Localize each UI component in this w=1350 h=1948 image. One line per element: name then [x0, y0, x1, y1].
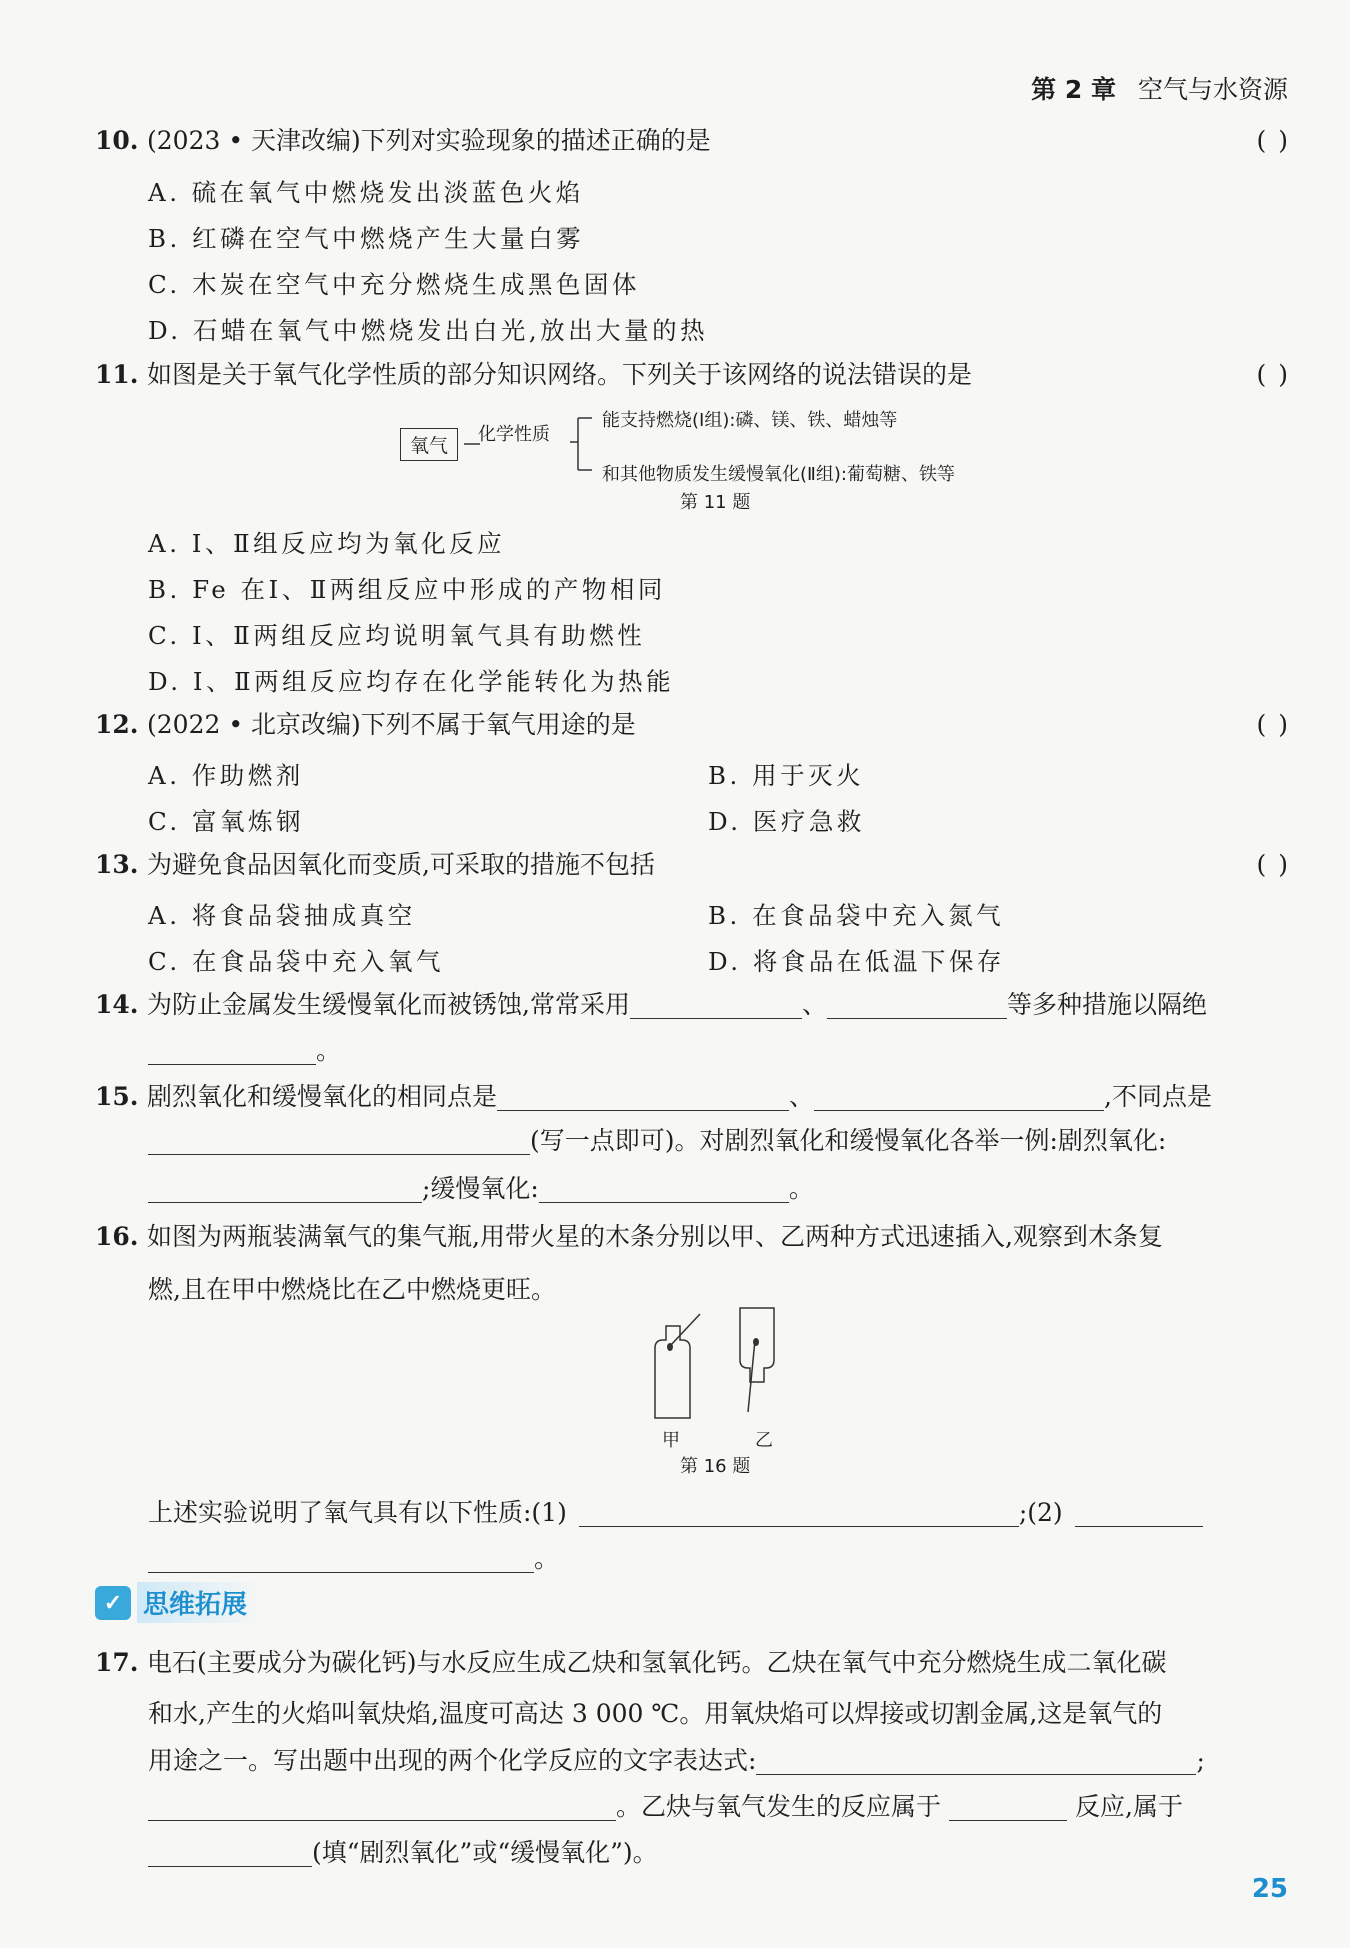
- section-header: [95, 1582, 265, 1623]
- question-10: [95, 118, 1290, 164]
- q15-blank-1[interactable]: [497, 1076, 789, 1111]
- q17-blank-2[interactable]: [148, 1786, 616, 1821]
- chemical-property-label: 化学性质: [478, 424, 550, 445]
- q15-text-2: 、: [789, 1082, 815, 1111]
- q15-blank-5[interactable]: [539, 1168, 789, 1203]
- question-number: 12.: [95, 710, 139, 739]
- question-13: [95, 842, 1290, 888]
- q13-option-d: D. 将食品在低温下保存: [708, 947, 1005, 976]
- q14-line-2: [148, 1030, 341, 1067]
- q14-text-1: 为防止金属发生缓慢氧化而被锈蚀,常常采用: [147, 990, 630, 1019]
- chapter-title: 空气与水资源: [1137, 75, 1288, 104]
- q15-text-3: ,不同点是: [1104, 1082, 1212, 1111]
- question-17: [95, 1640, 1290, 1686]
- bottle-label-yi: 乙: [755, 1430, 773, 1451]
- q16-text-2: 燃,且在甲中燃烧比在乙中燃烧更旺。: [148, 1275, 556, 1304]
- chapter-number: 第 2 章: [1031, 75, 1116, 104]
- q12-option-c: C. 富氧炼钢: [148, 807, 304, 836]
- q17-text-2: 和水,产生的火焰叫氧炔焰,温度可高达 3 000 ℃。用氧炔焰可以焊接或切割金属,这是氧气的: [148, 1699, 1163, 1728]
- q14-text-2: 、: [801, 990, 827, 1019]
- question-number: 14.: [95, 990, 139, 1019]
- question-number: 16.: [95, 1222, 139, 1251]
- q16-text-3: 上述实验说明了氧气具有以下性质:(1): [148, 1498, 567, 1527]
- q12-option-d: D. 医疗急救: [708, 807, 865, 836]
- answer-bracket: ( ): [1256, 126, 1290, 155]
- q14-blank-3[interactable]: [148, 1030, 316, 1065]
- q10-option-d: D. 石蜡在氧气中燃烧发出白光,放出大量的热: [148, 316, 709, 345]
- branch-combustion: 能支持燃烧(Ⅰ组):磷、镁、铁、蜡烛等: [602, 410, 898, 431]
- q16-text-5: 。: [534, 1544, 560, 1573]
- q17-blank-3[interactable]: [949, 1786, 1067, 1821]
- question-stem: (2023 • 天津改编)下列对实验现象的描述正确的是: [147, 126, 711, 155]
- answer-bracket: ( ): [1256, 710, 1290, 739]
- page-number: 25: [1251, 1874, 1288, 1904]
- q17-text-7: (填“剧烈氧化”或“缓慢氧化”)。: [312, 1838, 658, 1867]
- question-number: 10.: [95, 126, 139, 155]
- q15-blank-2[interactable]: [814, 1076, 1104, 1111]
- q11-option-d: D. Ⅰ、Ⅱ两组反应均存在化学能转化为热能: [148, 667, 675, 696]
- q13-option-b: B. 在食品袋中充入氮气: [708, 901, 1005, 930]
- answer-bracket: ( ): [1256, 850, 1290, 879]
- q10-option-a: A. 硫在氧气中燃烧发出淡蓝色火焰: [148, 178, 584, 207]
- q17-line-4: [148, 1786, 1183, 1823]
- q16-blank-3[interactable]: [148, 1538, 534, 1573]
- q16-line-3: [148, 1492, 1203, 1529]
- page-header: [1031, 70, 1288, 106]
- q15-text-5: ;缓慢氧化:: [422, 1174, 539, 1203]
- question-14: [95, 982, 1290, 1028]
- figure-caption: 第 11 题: [680, 492, 751, 513]
- q17-text-5: 。乙炔与氧气发生的反应属于: [616, 1792, 942, 1821]
- q11-option-c: C. Ⅰ、Ⅱ两组反应均说明氧气具有助燃性: [148, 621, 646, 650]
- q10-option-b: B. 红磷在空气中燃烧产生大量白雾: [148, 224, 585, 253]
- q15-text-4: (写一点即可)。对剧烈氧化和缓慢氧化各举一例:剧烈氧化:: [530, 1126, 1167, 1155]
- q13-option-c: C. 在食品袋中充入氧气: [148, 947, 444, 976]
- question-16: [95, 1214, 1290, 1260]
- pencil-check-icon: ✓: [95, 1586, 131, 1620]
- q17-text-3: 用途之一。写出题中出现的两个化学反应的文字表达式:: [148, 1746, 757, 1775]
- q17-text-1: 电石(主要成分为碳化钙)与水反应生成乙炔和氢氧化钙。乙炔在氧气中充分燃烧生成二氧化碳: [147, 1648, 1167, 1677]
- q12-option-b: B. 用于灭火: [708, 761, 865, 790]
- q17-text-4: ;: [1196, 1746, 1205, 1775]
- q16-text-4: ;(2): [1018, 1498, 1063, 1527]
- bottle-label-jia: 甲: [662, 1430, 680, 1451]
- question-stem: 为避免食品因氧化而变质,可采取的措施不包括: [147, 850, 655, 879]
- q13-option-a: A. 将食品袋抽成真空: [148, 901, 416, 930]
- q12-option-a: A. 作助燃剂: [148, 761, 304, 790]
- branch-slow-oxidation: 和其他物质发生缓慢氧化(Ⅱ组):葡萄糖、铁等: [602, 464, 955, 485]
- q15-line-2: [148, 1120, 1166, 1157]
- q15-blank-3[interactable]: [148, 1120, 530, 1155]
- q16-blank-2[interactable]: [1075, 1492, 1203, 1527]
- question-number: 15.: [95, 1082, 139, 1111]
- q16-text-1: 如图为两瓶装满氧气的集气瓶,用带火星的木条分别以甲、乙两种方式迅速插入,观察到木条复: [147, 1222, 1163, 1251]
- oxygen-box: 氧气: [400, 428, 458, 461]
- q14-blank-2[interactable]: [827, 984, 1007, 1019]
- q17-blank-4[interactable]: [148, 1832, 312, 1867]
- q17-text-6: 反应,属于: [1075, 1792, 1183, 1821]
- question-number: 11.: [95, 360, 139, 389]
- question-11: [95, 352, 1290, 398]
- q15-text-1: 剧烈氧化和缓慢氧化的相同点是: [147, 1082, 498, 1111]
- q15-blank-4[interactable]: [148, 1168, 422, 1203]
- q14-text-3: 等多种措施以隔绝: [1006, 990, 1207, 1019]
- q17-line-3: [148, 1740, 1205, 1777]
- section-title: 思维拓展: [137, 1582, 265, 1623]
- q17-line-5: [148, 1832, 658, 1869]
- q17-blank-1[interactable]: [756, 1740, 1196, 1775]
- question-stem: (2022 • 北京改编)下列不属于氧气用途的是: [147, 710, 636, 739]
- q15-text-6: 。: [788, 1174, 814, 1203]
- q16-gas-bottles-figure: [630, 1300, 790, 1440]
- q16-blank-1[interactable]: [579, 1492, 1019, 1527]
- q14-blank-1[interactable]: [630, 984, 802, 1019]
- question-number: 13.: [95, 850, 139, 879]
- question-stem: 如图是关于氧气化学性质的部分知识网络。下列关于该网络的说法错误的是: [147, 360, 973, 389]
- q11-option-b: B. Fe 在Ⅰ、Ⅱ两组反应中形成的产物相同: [148, 575, 666, 604]
- answer-bracket: ( ): [1256, 360, 1290, 389]
- q14-text-4: 。: [316, 1036, 342, 1065]
- question-12: [95, 702, 1290, 748]
- q16-line-4: [148, 1538, 559, 1575]
- question-number: 17.: [95, 1648, 139, 1677]
- q10-option-c: C. 木炭在空气中充分燃烧生成黑色固体: [148, 270, 640, 299]
- question-15: [95, 1074, 1290, 1120]
- q11-option-a: A. Ⅰ、Ⅱ组反应均为氧化反应: [148, 529, 506, 558]
- q15-line-3: [148, 1168, 814, 1205]
- figure-caption: 第 16 题: [680, 1456, 751, 1477]
